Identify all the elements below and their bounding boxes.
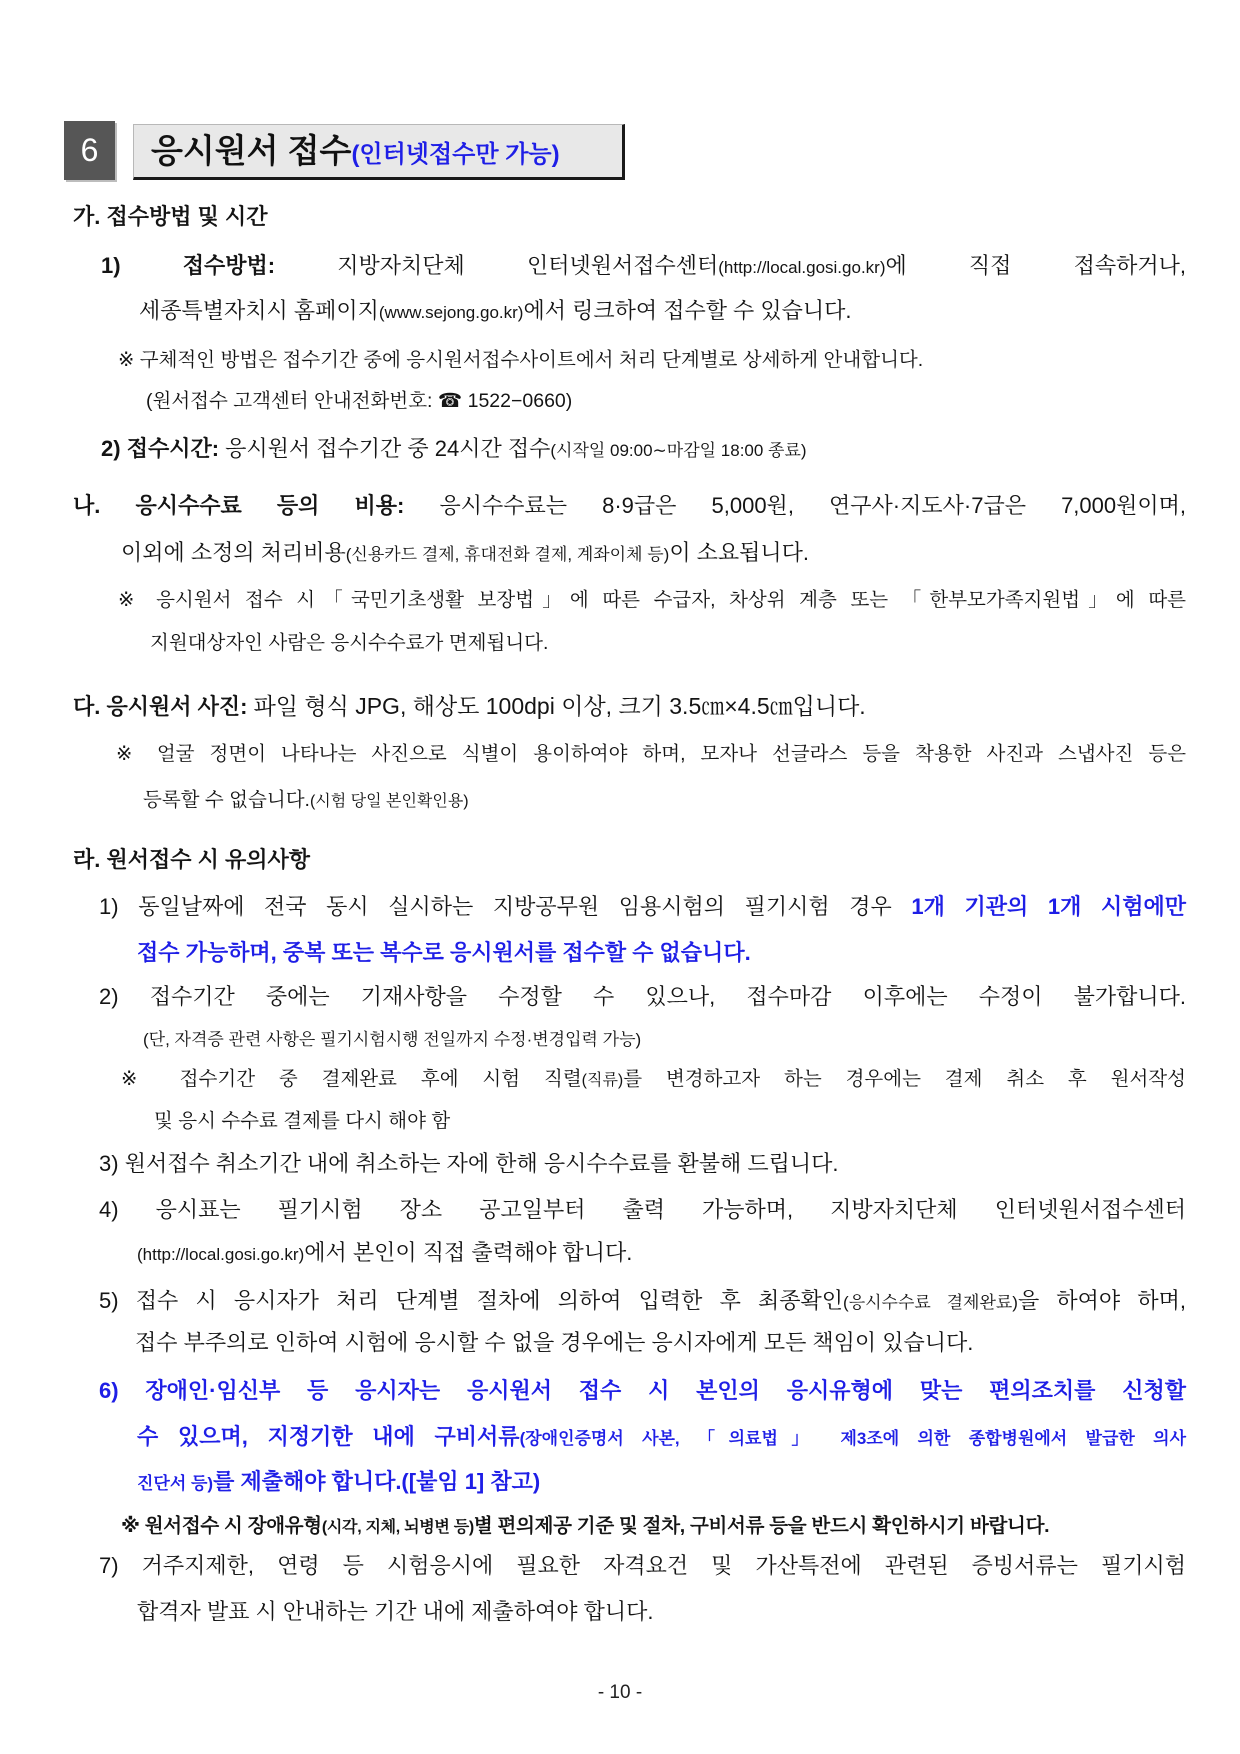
phone-icon: ☎ xyxy=(437,390,463,412)
ga-item2 xyxy=(101,434,1186,466)
da-line xyxy=(73,691,1186,722)
ga-item1-line2-text: 세종특별자치시 홈페이지 xyxy=(139,298,379,323)
ga-item2-number: 2) xyxy=(101,436,121,461)
ra-heading: 라. 원서접수 시 유의사항 xyxy=(73,847,310,872)
ra-item3-text: 원서접수 취소기간 내에 취소하는 자에 한해 응시수수료를 환불해 드립니다. xyxy=(124,1151,839,1176)
ga-item1-text: 지방자치단체 인터넷원서접수센터 xyxy=(337,253,719,278)
na-line1-text: 응시수수료는 8·9급은 5,000원, 연구사·지도사·7급은 7,000원이며, xyxy=(439,493,1186,518)
section-title-box xyxy=(133,124,625,180)
section-number-badge xyxy=(64,121,115,180)
ra-item2-number: 2) xyxy=(99,984,119,1009)
ra-item6-line3-end: 를 제출해야 합니다.([붙임 1] 참고) xyxy=(213,1469,541,1494)
ra-item2-text: 접수기간 중에는 기재사항을 수정할 수 있으나, 접수마감 이후에는 수정이 불가합니다. xyxy=(149,984,1186,1009)
ra-item5-detail: (응시수수료 결제완료) xyxy=(843,1293,1018,1312)
na-line2-end: 이 소요됩니다. xyxy=(669,540,810,565)
ra-item6-line3-detail: 진단서 등) xyxy=(137,1474,214,1493)
na-line2-detail: (신용카드 결제, 휴대전화 결제, 계좌이체 등) xyxy=(345,545,670,564)
ra-item4-text: 응시표는 필기시험 장소 공고일부터 출력 가능하며, 지방자치단체 인터넷원서접수센터 xyxy=(155,1197,1186,1222)
section-title-note: (인터넷접수만 가능) xyxy=(351,141,560,168)
na-line1 xyxy=(73,491,1186,521)
ra-item2-note-end: 를 변경하고자 하는 경우에는 결제 취소 후 원서작성 xyxy=(623,1068,1186,1090)
ga-heading: 가. 접수방법 및 시간 xyxy=(73,204,268,229)
ra-item1-line1 xyxy=(99,892,1186,922)
da-text: 파일 형식 JPG, 해상도 100dpi 이상, 크기 3.5㎝×4.5㎝입니다. xyxy=(253,693,866,719)
section-title: 응시원서 접수 xyxy=(151,132,352,169)
ra-item5-text-end: 을 하여야 하며, xyxy=(1017,1288,1186,1313)
ga-note-phone-number: 1522−0660) xyxy=(467,390,573,412)
ra-item6-number: 6) xyxy=(99,1378,119,1403)
ga-item2-detail: (시작일 09:00∼마감일 18:00 종료) xyxy=(550,441,807,460)
ga-note-phone-label: (원서접수 고객센터 안내전화번호: xyxy=(146,390,433,412)
ga-item1-line2-end: 에서 링크하여 접수할 수 있습니다. xyxy=(523,298,852,323)
ra-item2-line1 xyxy=(99,982,1186,1012)
ra-item1-line2: 접수 가능하며, 중복 또는 복수로 응시원서를 접수할 수 없습니다. xyxy=(137,940,751,965)
da-heading: 다. 응시원서 사진: xyxy=(73,694,248,719)
ra-item2-note-line1 xyxy=(121,1064,1186,1096)
ga-item1-text-end: 에 직접 접속하거나, xyxy=(885,253,1186,278)
ra-item1-number: 1) xyxy=(99,894,119,919)
ra-item5-text: 접수 시 응시자가 처리 단계별 절차에 의하여 입력한 후 최종확인 xyxy=(135,1288,844,1313)
da-note-line2 xyxy=(143,785,1186,817)
ra-item4-line2-end: 에서 본인이 직접 출력해야 합니다. xyxy=(304,1240,633,1265)
ra-item4-line2 xyxy=(137,1238,1186,1270)
ra-item2-detail: (단, 자격증 관련 사항은 필기시험시행 전일까지 수정·변경입력 가능) xyxy=(143,1030,642,1049)
da-note-line1: ※ 얼굴 정면이 나타나는 사진으로 식별이 용이하여야 하며, 모자나 선글라스 등을 착용한 사진과 스냅사진 등은 xyxy=(116,743,1186,765)
ra-item6-line1 xyxy=(99,1376,1186,1406)
ra-item2-note-text: ※ 접수기간 중 결제완료 후에 시험 직렬 xyxy=(121,1068,582,1090)
ga-item1-line2-url: (www.sejong.go.kr) xyxy=(378,303,524,322)
ga-item2-label: 접수시간: xyxy=(126,436,220,461)
ga-item1-line1 xyxy=(101,251,1186,283)
ra-item6-line2-detail: (장애인증명서 사본, 「의료법」 제3조에 의한 종합병원에서 발급한 의사 xyxy=(519,1429,1187,1448)
ra-item6-note-text: ※ 원서접수 시 장애유형 xyxy=(121,1515,322,1537)
ra-item7-line2: 합격자 발표 시 안내하는 기간 내에 제출하여야 합니다. xyxy=(137,1599,654,1624)
na-note-line2: 지원대상자인 사람은 응시수수료가 면제됩니다. xyxy=(150,632,549,654)
section-number: 6 xyxy=(80,132,99,168)
ra-item3-number: 3) xyxy=(99,1151,119,1176)
ra-item5-number: 5) xyxy=(99,1288,119,1313)
ga-note-line2 xyxy=(146,386,1186,416)
ra-item1-emphasis: 1개 기관의 1개 시험에만 xyxy=(911,894,1186,919)
ra-item6-text: 장애인·임신부 등 응시자는 응시원서 접수 시 본인의 응시유형에 맞는 편의조치를 신청할 xyxy=(145,1378,1186,1403)
ra-item3 xyxy=(99,1149,1186,1179)
ra-item7-text: 거주지제한, 연령 등 시험응시에 필요한 자격요건 및 가산특전에 관련된 증빙서류는 필기시험 xyxy=(141,1553,1186,1578)
ra-item6-line2 xyxy=(137,1422,1186,1454)
ra-item4-number: 4) xyxy=(99,1197,119,1222)
ga-item1-line2 xyxy=(139,296,1186,328)
ra-item2-note-detail: (직류) xyxy=(581,1072,624,1089)
na-heading: 나. 응시수수료 등의 비용: xyxy=(73,493,405,518)
ra-item7-number: 7) xyxy=(99,1553,119,1578)
ra-item5-line1 xyxy=(99,1286,1186,1318)
ra-item6-note xyxy=(121,1511,1186,1543)
ra-item4-line1 xyxy=(99,1195,1186,1225)
ra-item2-note-line2: 및 응시 수수료 결제를 다시 해야 함 xyxy=(154,1110,451,1132)
ga-note-line1: ※ 구체적인 방법은 접수기간 중에 응시원서접수사이트에서 처리 단계별로 상세하게 안내합니다. xyxy=(118,349,924,371)
na-line2-text: 이외에 소정의 처리비용 xyxy=(121,540,346,565)
ra-item6-note-end: 별 편의제공 기준 및 절차, 구비서류 등을 반드시 확인하시기 바랍니다. xyxy=(473,1515,1050,1537)
ga-item2-text: 응시원서 접수기간 중 24시간 접수 xyxy=(225,436,551,461)
ra-item6-note-detail: (시각, 지체, 뇌병변 등) xyxy=(321,1519,474,1536)
page-number: - 10 - xyxy=(597,1682,643,1703)
ga-item1-url: (http://local.gosi.go.kr) xyxy=(718,258,886,277)
na-line2 xyxy=(121,538,1186,570)
ra-item5-line2: 접수 부주의로 인하여 시험에 응시할 수 없을 경우에는 응시자에게 모든 책임이 있습니다. xyxy=(135,1330,974,1355)
da-note-line2-detail: (시험 당일 본인확인용) xyxy=(309,793,469,810)
ra-item6-line3 xyxy=(137,1467,1186,1499)
da-note-line2-text: 등록할 수 없습니다. xyxy=(143,789,310,811)
ra-item6-line2-text: 수 있으며, 지정기한 내에 구비서류 xyxy=(137,1424,520,1449)
ra-item4-url: (http://local.gosi.go.kr) xyxy=(137,1245,305,1264)
ga-item1-number: 1) xyxy=(101,253,121,278)
ra-item7-line1 xyxy=(99,1551,1186,1581)
na-note-line1: ※ 응시원서 접수 시「국민기초생활 보장법」에 따른 수급자, 차상위 계층 또는 「한부모가족지원법」에 따른 xyxy=(118,589,1186,611)
ga-item1-label: 접수방법: xyxy=(182,253,276,278)
ra-item1-text: 동일날짜에 전국 동시 실시하는 지방공무원 임용시험의 필기시험 경우 xyxy=(138,894,892,919)
